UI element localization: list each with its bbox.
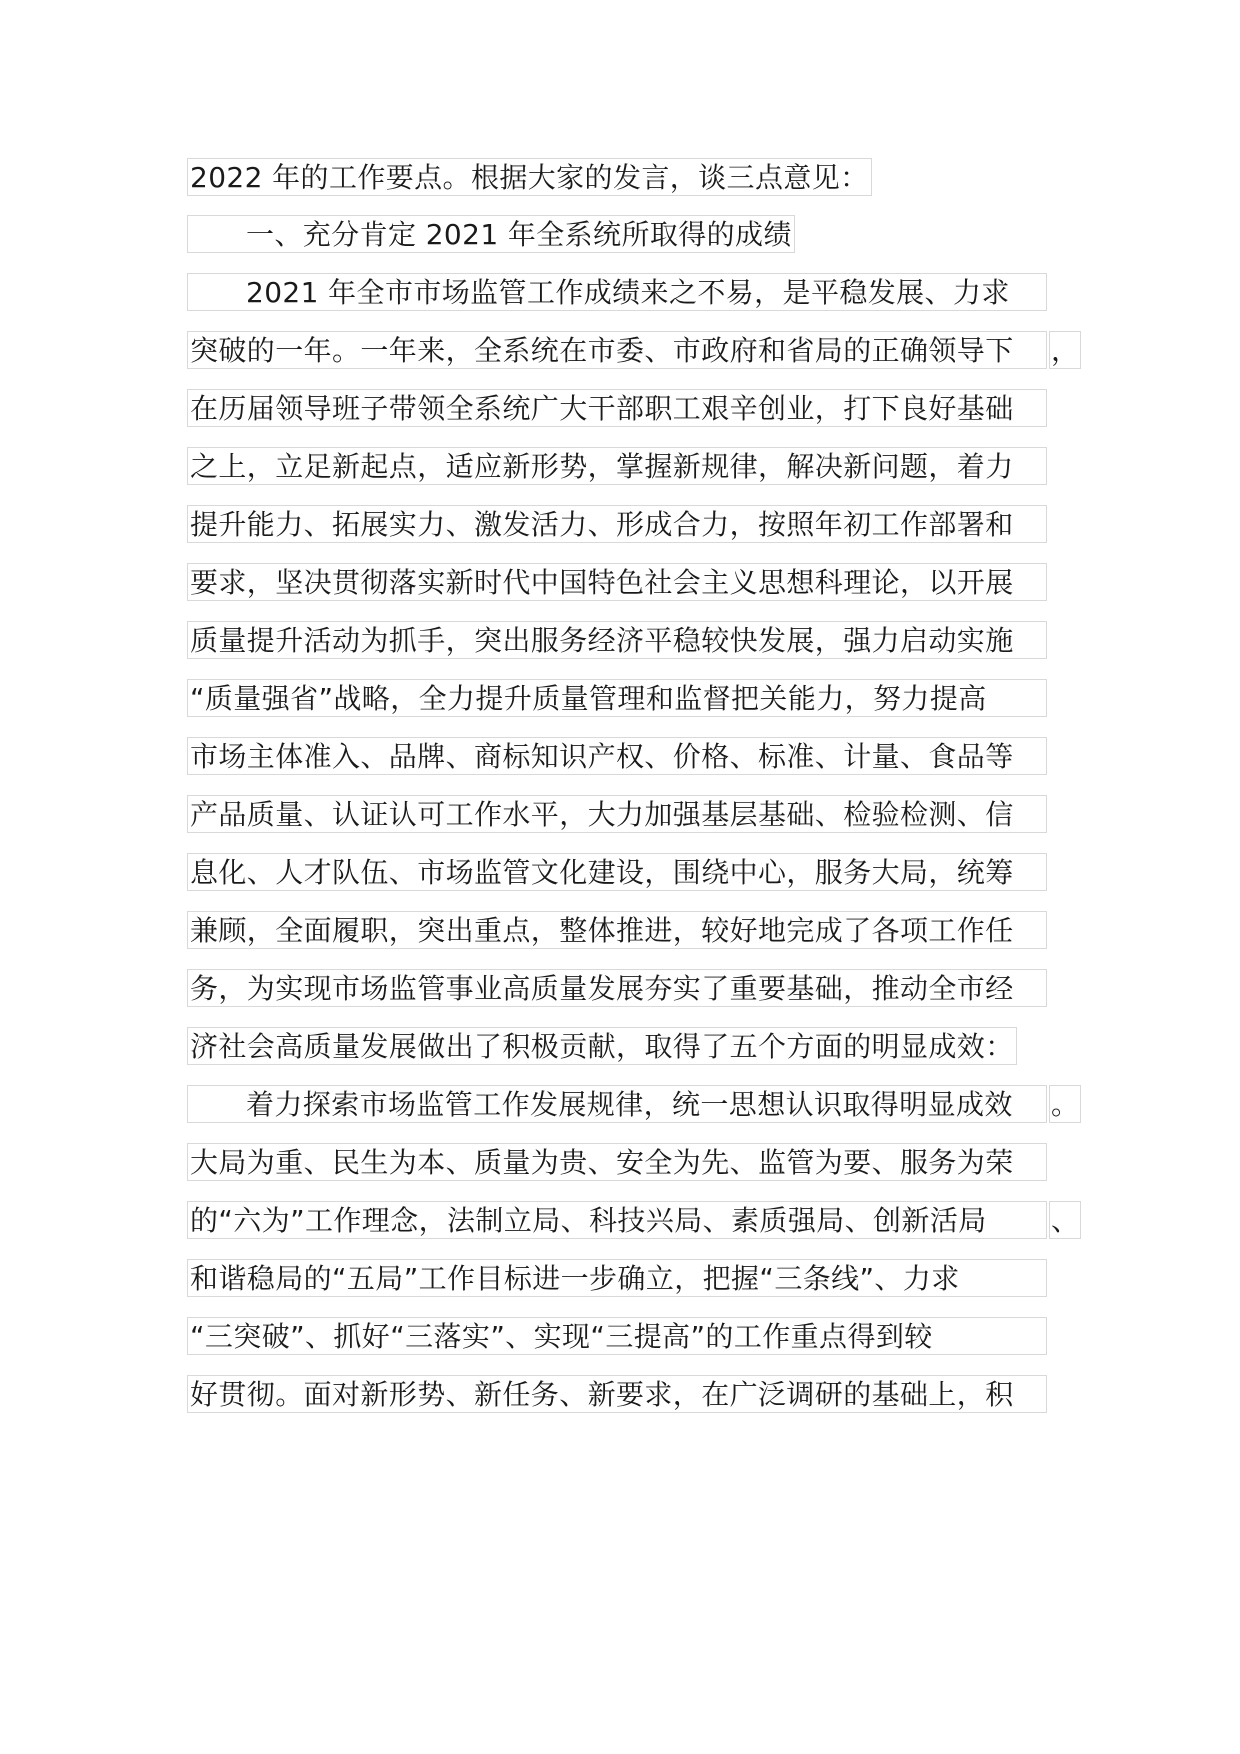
text-line-21: “三突破”、抓好“三落实”、实现“三提高”的工作重点得到较: [187, 1317, 1047, 1355]
text-line-12: 产品质量、认证认可工作水平，大力加强基层基础、检验检测、信: [187, 795, 1047, 833]
text-line-19: 的“六为”工作理念，法制立局、科技兴局、素质强局、创新活局: [187, 1201, 1047, 1239]
text-line-22: 好贯彻。面对新形势、新任务、新要求，在广泛调研的基础上，积: [187, 1375, 1047, 1413]
text-line-1: 2022 年的工作要点。根据大家的发言，谈三点意见：: [187, 158, 872, 196]
section-heading: 一、充分肯定 2021 年全系统所取得的成绩: [187, 215, 795, 253]
text-line-8: 要求，坚决贯彻落实新时代中国特色社会主义思想科理论，以开展: [187, 563, 1047, 601]
text-line-3: 2021 年全市市场监管工作成绩来之不易，是平稳发展、力求: [187, 273, 1047, 311]
text-line-17-tail: 。: [1049, 1085, 1081, 1123]
text-line-20: 和谐稳局的“五局”工作目标进一步确立，把握“三条线”、力求: [187, 1259, 1047, 1297]
text-line-9: 质量提升活动为抓手，突出服务经济平稳较快发展，强力启动实施: [187, 621, 1047, 659]
text-line-17: 着力探索市场监管工作发展规律，统一思想认识取得明显成效: [187, 1085, 1047, 1123]
text-line-4: 突破的一年。一年来，全系统在市委、市政府和省局的正确领导下: [187, 331, 1047, 369]
text-line-4-tail: ，: [1049, 331, 1081, 369]
text-line-7: 提升能力、拓展实力、激发活力、形成合力，按照年初工作部署和: [187, 505, 1047, 543]
text-line-6: 之上，立足新起点，适应新形势，掌握新规律，解决新问题，着力: [187, 447, 1047, 485]
text-line-15: 务，为实现市场监管事业高质量发展夯实了重要基础，推动全市经: [187, 969, 1047, 1007]
text-line-16: 济社会高质量发展做出了积极贡献，取得了五个方面的明显成效：: [187, 1027, 1017, 1065]
text-line-14: 兼顾，全面履职，突出重点，整体推进，较好地完成了各项工作任: [187, 911, 1047, 949]
text-line-18: 大局为重、民生为本、质量为贵、安全为先、监管为要、服务为荣: [187, 1143, 1047, 1181]
text-line-5: 在历届领导班子带领全系统广大干部职工艰辛创业，打下良好基础: [187, 389, 1047, 427]
text-line-11: 市场主体准入、品牌、商标知识产权、价格、标准、计量、食品等: [187, 737, 1047, 775]
text-line-10: “质量强省”战略，全力提升质量管理和监督把关能力，努力提高: [187, 679, 1047, 717]
text-line-13: 息化、人才队伍、市场监管文化建设，围绕中心，服务大局，统筹: [187, 853, 1047, 891]
text-line-19-tail: 、: [1049, 1201, 1081, 1239]
